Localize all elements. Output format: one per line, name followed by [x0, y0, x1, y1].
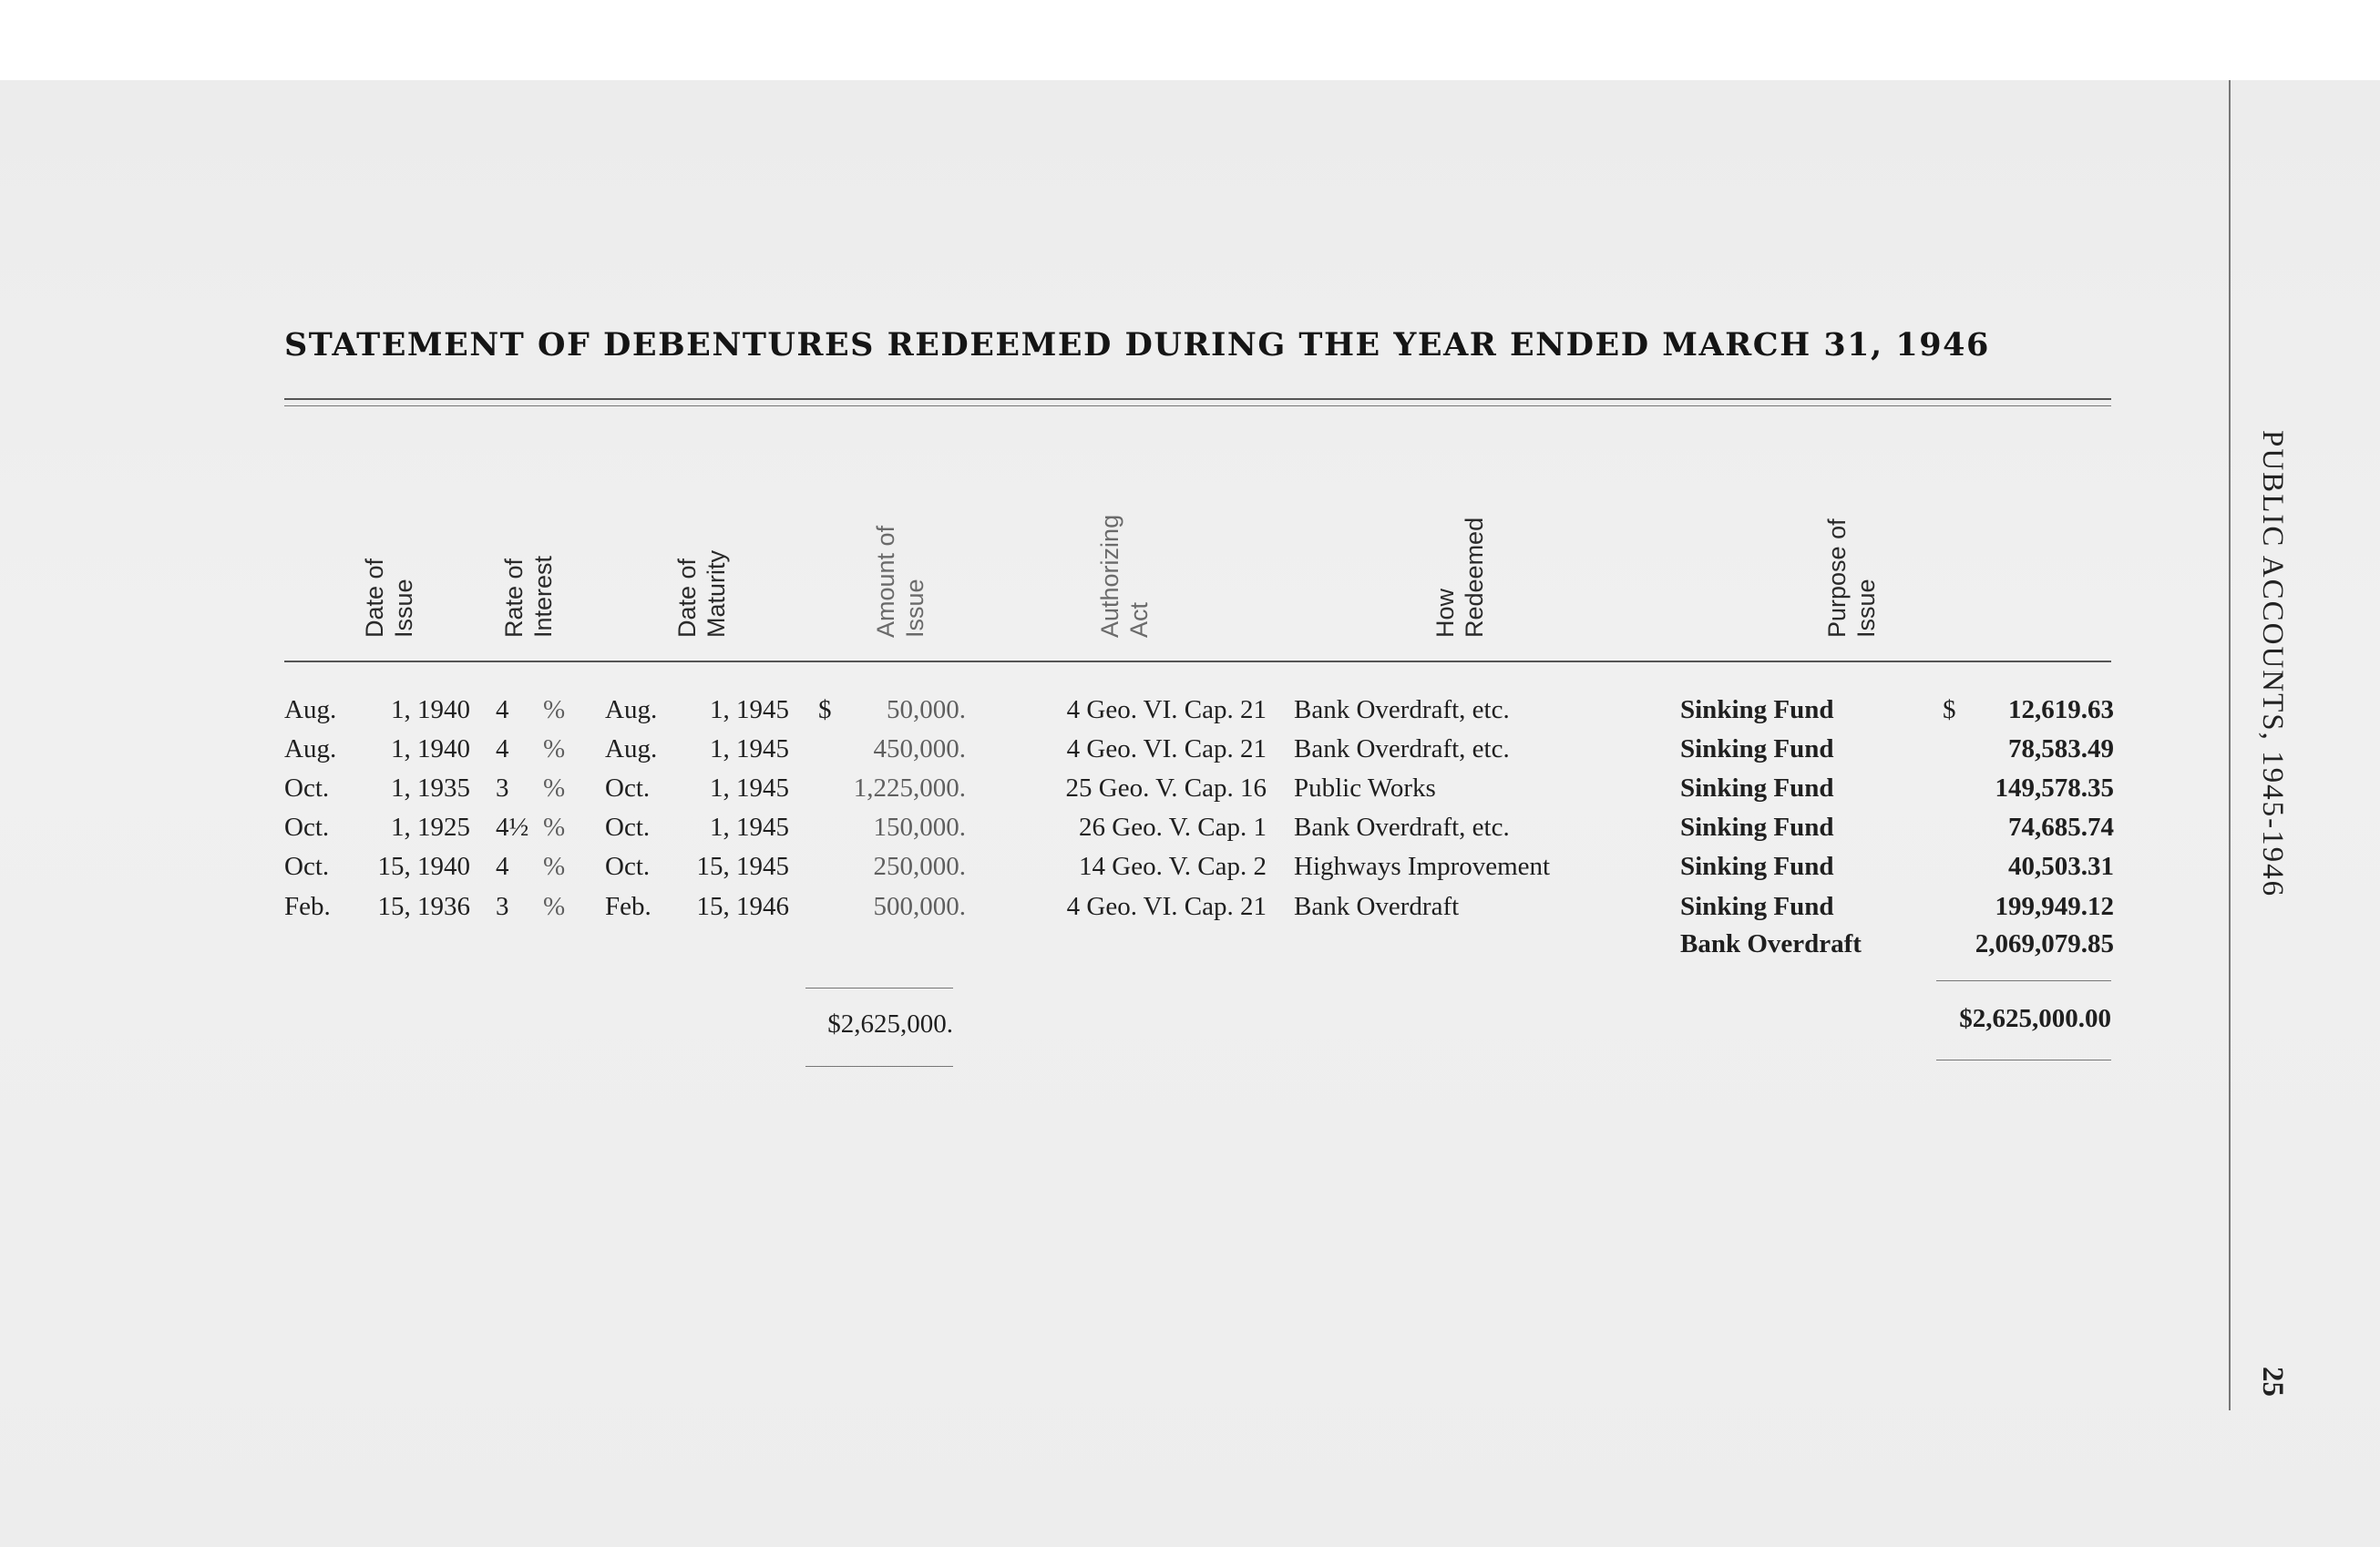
header-amount-of-issue: Amount of Issue — [872, 525, 928, 638]
maturity-day: 1, 1945 — [710, 695, 789, 724]
how-redeemed: Bank Overdraft, etc. — [1294, 695, 1510, 724]
rate: 4½ — [496, 813, 529, 842]
value-currency: $ — [1943, 695, 1956, 724]
issue-month: Oct. — [284, 774, 330, 803]
issue-month: Aug. — [284, 734, 337, 763]
redeemed-value: 12,619.63 — [2008, 695, 2114, 724]
rate-percent: % — [543, 695, 566, 724]
authorizing-act: 26 Geo. V. Cap. 1 — [1079, 813, 1267, 842]
maturity-day: 1, 1945 — [710, 813, 789, 842]
maturity-month: Oct. — [605, 852, 651, 881]
maturity-month: Aug. — [605, 734, 658, 763]
amount-of-issue: 250,000. — [873, 852, 966, 881]
how-redeemed: Bank Overdraft — [1294, 892, 1460, 921]
amount-of-issue: 50,000. — [887, 695, 966, 724]
rate-percent: % — [543, 813, 566, 842]
maturity-day: 1, 1945 — [710, 734, 789, 763]
header-date-of-maturity: Date of Maturity — [673, 549, 730, 638]
rate: 4 — [496, 695, 509, 724]
amount-of-issue: 450,000. — [873, 734, 966, 763]
issue-day: 15, 1940 — [377, 852, 470, 881]
authorizing-act: 4 Geo. VI. Cap. 21 — [1066, 892, 1267, 921]
redeemed-value: 2,069,079.85 — [1975, 929, 2114, 958]
header-purpose-of-issue: Purpose of Issue — [1823, 518, 1880, 638]
issue-day: 1, 1940 — [391, 695, 470, 724]
redeemed-value: 74,685.74 — [2008, 813, 2114, 842]
purpose-of-issue: Sinking Fund — [1680, 813, 1834, 842]
header-rate-of-interest: Rate of Interest — [500, 555, 557, 638]
rate: 4 — [496, 734, 509, 763]
how-redeemed: Bank Overdraft, etc. — [1294, 734, 1510, 763]
how-redeemed: Public Works — [1294, 774, 1436, 803]
how-redeemed: Bank Overdraft, etc. — [1294, 813, 1510, 842]
authorizing-act: 25 Geo. V. Cap. 16 — [1065, 774, 1267, 803]
redeemed-value: 149,578.35 — [1995, 774, 2114, 803]
how-redeemed: Highways Improvement — [1294, 852, 1551, 881]
title-rule-bottom — [284, 405, 2111, 406]
authorizing-act: 14 Geo. V. Cap. 2 — [1079, 852, 1267, 881]
header-rule — [284, 661, 2111, 662]
purpose-of-issue: Bank Overdraft — [1680, 929, 1862, 958]
header-how-redeemed: How Redeemed — [1431, 517, 1488, 638]
issue-month: Oct. — [284, 813, 330, 842]
amount-total-rule-bottom — [805, 1066, 953, 1067]
issue-month: Oct. — [284, 852, 330, 881]
maturity-day: 15, 1945 — [696, 852, 789, 881]
maturity-month: Oct. — [605, 774, 651, 803]
redeemed-value: 40,503.31 — [2008, 852, 2114, 881]
maturity-day: 1, 1945 — [710, 774, 789, 803]
purpose-of-issue: Sinking Fund — [1680, 852, 1834, 881]
header-date-of-issue: Date of Issue — [361, 558, 417, 638]
maturity-month: Oct. — [605, 813, 651, 842]
issue-day: 1, 1925 — [391, 813, 470, 842]
issue-day: 1, 1940 — [391, 734, 470, 763]
value-total: $2,625,000.00 — [1959, 1004, 2111, 1033]
amount-of-issue: 150,000. — [873, 813, 966, 842]
rate-percent: % — [543, 852, 566, 881]
page-number: 25 — [2256, 1367, 2289, 1397]
rate: 3 — [496, 774, 509, 803]
issue-day: 15, 1936 — [377, 892, 470, 921]
title-rule-top — [284, 398, 2111, 400]
rate-percent: % — [543, 774, 566, 803]
rate: 3 — [496, 892, 509, 921]
purpose-of-issue: Sinking Fund — [1680, 892, 1834, 921]
redeemed-value: 78,583.49 — [2008, 734, 2114, 763]
issue-month: Feb. — [284, 892, 331, 921]
issue-day: 1, 1935 — [391, 774, 470, 803]
issue-month: Aug. — [284, 695, 337, 724]
amount-of-issue: 500,000. — [873, 892, 966, 921]
rate-percent: % — [543, 892, 566, 921]
purpose-of-issue: Sinking Fund — [1680, 734, 1834, 763]
authorizing-act: 4 Geo. VI. Cap. 21 — [1066, 734, 1267, 763]
rate-percent: % — [543, 734, 566, 763]
maturity-month: Aug. — [605, 695, 658, 724]
purpose-of-issue: Sinking Fund — [1680, 774, 1834, 803]
amount-of-issue: 1,225,000. — [853, 774, 966, 803]
running-title: PUBLIC ACCOUNTS, 1945-1946 — [2256, 430, 2289, 898]
header-authorizing-act: Authorizing Act — [1096, 514, 1153, 638]
redeemed-value: 199,949.12 — [1995, 892, 2114, 921]
amount-total: $2,625,000. — [827, 1009, 953, 1039]
statement-title: STATEMENT OF DEBENTURES REDEEMED DURING THE YEAR ENDED MARCH 31, 1946 — [284, 326, 1990, 364]
maturity-month: Feb. — [605, 892, 651, 921]
authorizing-act: 4 Geo. VI. Cap. 21 — [1066, 695, 1267, 724]
value-total-rule-top — [1936, 980, 2111, 981]
maturity-day: 15, 1946 — [696, 892, 789, 921]
amount-currency: $ — [818, 695, 832, 724]
rate: 4 — [496, 852, 509, 881]
amount-total-rule-top — [805, 988, 953, 989]
purpose-of-issue: Sinking Fund — [1680, 695, 1834, 724]
margin-rule — [2229, 80, 2231, 1410]
